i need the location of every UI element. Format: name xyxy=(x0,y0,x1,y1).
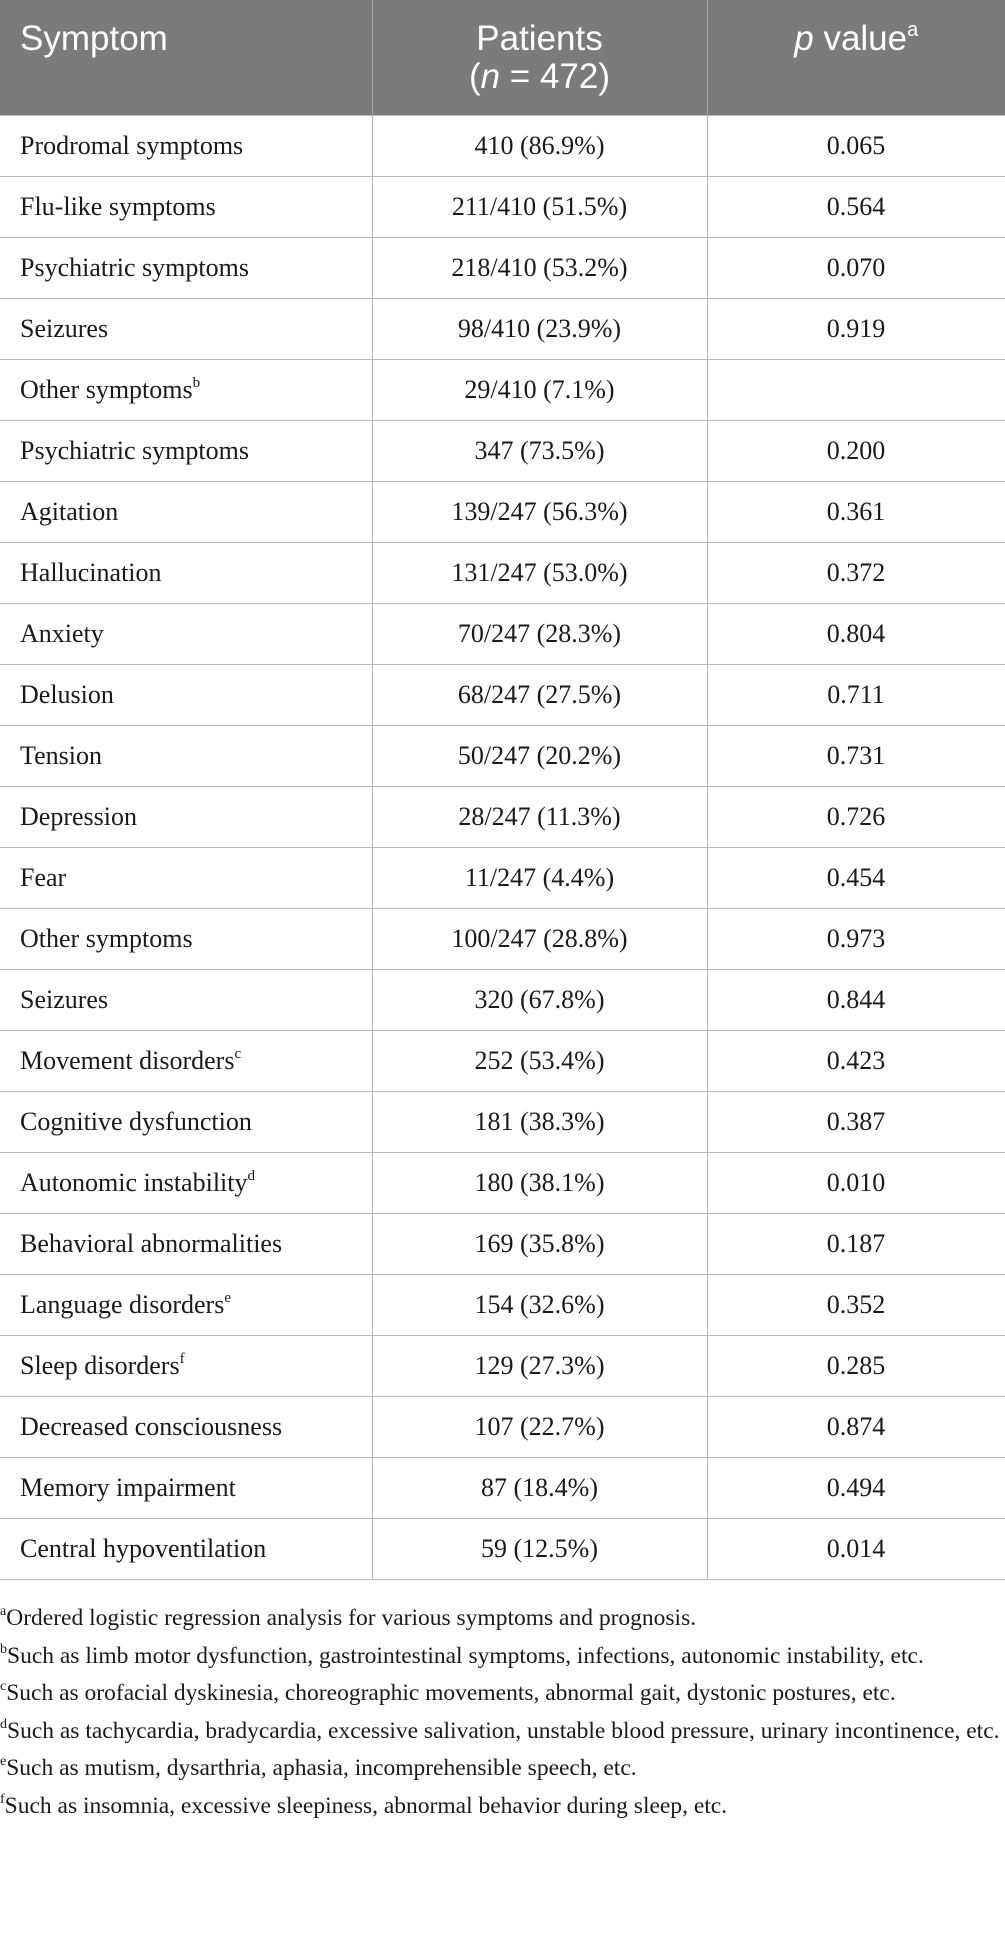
table-row xyxy=(0,238,1005,299)
symptom-label: Fear xyxy=(20,863,67,892)
table-header xyxy=(0,0,1005,116)
symptom-cell xyxy=(0,787,372,848)
header-patients xyxy=(372,0,707,116)
symptom-label: Delusion xyxy=(20,680,114,709)
patients-cell: 252 (53.4%) xyxy=(372,1031,707,1092)
p-value-cell: 0.387 xyxy=(707,1092,1005,1153)
symptom-cell xyxy=(0,970,372,1031)
symptom-cell xyxy=(0,1092,372,1153)
p-value-cell xyxy=(707,360,1005,421)
symptom-label: Other symptoms xyxy=(20,924,193,953)
table-row xyxy=(0,421,1005,482)
symptom-cell xyxy=(0,238,372,299)
table-row xyxy=(0,1519,1005,1580)
symptom-cell xyxy=(0,543,372,604)
patients-cell: 211/410 (51.5%) xyxy=(372,177,707,238)
footnote xyxy=(0,1638,1000,1676)
footnote-text: Ordered logistic regression analysis for various symptoms and prognosis. xyxy=(6,1605,697,1631)
symptom-cell xyxy=(0,1275,372,1336)
symptom-label: Agitation xyxy=(20,497,119,526)
symptom-cell xyxy=(0,604,372,665)
symptom-label: Seizures xyxy=(20,314,109,343)
symptom-label: Anxiety xyxy=(20,619,104,648)
footnote-mark: e xyxy=(224,1290,231,1306)
patients-cell: 180 (38.1%) xyxy=(372,1153,707,1214)
table-row xyxy=(0,543,1005,604)
table-row xyxy=(0,482,1005,543)
patients-cell: 68/247 (27.5%) xyxy=(372,665,707,726)
p-value-cell: 0.361 xyxy=(707,482,1005,543)
symptom-label: Prodromal symptoms xyxy=(20,131,244,160)
symptom-cell xyxy=(0,177,372,238)
footnote-mark: e xyxy=(0,1754,7,1769)
symptom-label: Tension xyxy=(20,741,102,770)
symptom-label: Decreased consciousness xyxy=(20,1412,283,1441)
footnote-text: Such as mutism, dysarthria, aphasia, incomprehensible speech, etc. xyxy=(6,1755,637,1781)
symptom-cell xyxy=(0,1031,372,1092)
symptom-label: Memory impairment xyxy=(20,1473,236,1502)
symptom-cell xyxy=(0,848,372,909)
symptom-cell xyxy=(0,1458,372,1519)
patients-cell: 154 (32.6%) xyxy=(372,1275,707,1336)
p-value-cell: 0.372 xyxy=(707,543,1005,604)
symptom-cell xyxy=(0,482,372,543)
symptom-label: Language disorders xyxy=(20,1290,225,1319)
symptom-cell xyxy=(0,726,372,787)
symptom-cell xyxy=(0,1214,372,1275)
p-value-cell: 0.973 xyxy=(707,909,1005,970)
p-value-cell: 0.010 xyxy=(707,1153,1005,1214)
p-value-cell: 0.919 xyxy=(707,299,1005,360)
header-patients-n: n xyxy=(480,56,501,96)
p-value-cell: 0.874 xyxy=(707,1397,1005,1458)
footnote-mark: f xyxy=(179,1351,185,1367)
symptom-label: Depression xyxy=(20,802,137,831)
symptom-label: Seizures xyxy=(20,985,109,1014)
footnote xyxy=(0,1675,1000,1713)
p-value-cell: 0.844 xyxy=(707,970,1005,1031)
symptom-cell xyxy=(0,421,372,482)
patients-cell: 139/247 (56.3%) xyxy=(372,482,707,543)
patients-cell: 169 (35.8%) xyxy=(372,1214,707,1275)
p-value-cell: 0.200 xyxy=(707,421,1005,482)
symptom-label: Movement disorders xyxy=(20,1046,235,1075)
patients-cell: 410 (86.9%) xyxy=(372,116,707,177)
table-row xyxy=(0,1092,1005,1153)
patients-cell: 11/247 (4.4%) xyxy=(372,848,707,909)
table-row xyxy=(0,1214,1005,1275)
p-value-cell: 0.454 xyxy=(707,848,1005,909)
p-value-cell: 0.731 xyxy=(707,726,1005,787)
symptom-cell xyxy=(0,909,372,970)
patients-cell: 131/247 (53.0%) xyxy=(372,543,707,604)
symptom-label: Behavioral abnormalities xyxy=(20,1229,283,1258)
symptom-cell xyxy=(0,1397,372,1458)
footnote-mark: a xyxy=(0,1604,7,1619)
p-value-cell: 0.494 xyxy=(707,1458,1005,1519)
patients-cell: 320 (67.8%) xyxy=(372,970,707,1031)
footnote-text: Such as insomnia, excessive sleepiness, abnormal behavior during sleep, etc. xyxy=(4,1792,728,1819)
symptom-label: Psychiatric symptoms xyxy=(20,253,249,282)
header-p-sup: a xyxy=(907,19,919,41)
patients-cell: 347 (73.5%) xyxy=(372,421,707,482)
symptom-cell xyxy=(0,360,372,421)
symptom-label: Cognitive dysfunction xyxy=(20,1107,252,1136)
table-row xyxy=(0,787,1005,848)
p-value-cell: 0.352 xyxy=(707,1275,1005,1336)
table-row xyxy=(0,909,1005,970)
table-row xyxy=(0,1031,1005,1092)
footnote xyxy=(0,1600,1000,1638)
patients-cell: 181 (38.3%) xyxy=(372,1092,707,1153)
header-row xyxy=(0,0,1005,116)
table-body xyxy=(0,116,1005,1580)
symptom-label: Hallucination xyxy=(20,558,162,587)
table-row xyxy=(0,1397,1005,1458)
patients-cell: 129 (27.3%) xyxy=(372,1336,707,1397)
symptom-cell xyxy=(0,665,372,726)
patients-cell: 218/410 (53.2%) xyxy=(372,238,707,299)
header-p-letter: p xyxy=(794,19,814,58)
footnote xyxy=(0,1713,1000,1751)
patients-cell: 70/247 (28.3%) xyxy=(372,604,707,665)
symptom-label: Autonomic instability xyxy=(20,1168,248,1197)
p-value-cell: 0.423 xyxy=(707,1031,1005,1092)
symptom-label: Flu-like symptoms xyxy=(20,192,216,221)
patients-cell: 87 (18.4%) xyxy=(372,1458,707,1519)
footnote-mark: f xyxy=(0,1791,5,1807)
table-row xyxy=(0,299,1005,360)
footnote xyxy=(0,1788,1000,1826)
table-row xyxy=(0,1275,1005,1336)
symptom-label: Psychiatric symptoms xyxy=(20,436,249,465)
header-p-value xyxy=(707,0,1005,116)
table-row xyxy=(0,970,1005,1031)
header-patients-line1: Patients xyxy=(476,18,603,58)
footnote-mark: d xyxy=(0,1716,7,1732)
p-value-cell: 0.187 xyxy=(707,1214,1005,1275)
p-value-cell: 0.014 xyxy=(707,1519,1005,1580)
patients-cell: 50/247 (20.2%) xyxy=(372,726,707,787)
table-row xyxy=(0,116,1005,177)
symptom-label: Central hypoventilation xyxy=(20,1534,267,1563)
footnote-mark: d xyxy=(247,1168,255,1184)
table-row xyxy=(0,177,1005,238)
p-value-cell: 0.711 xyxy=(707,665,1005,726)
symptom-cell xyxy=(0,116,372,177)
patients-cell: 98/410 (23.9%) xyxy=(372,299,707,360)
symptom-label: Other symptoms xyxy=(20,375,193,404)
p-value-cell: 0.065 xyxy=(707,116,1005,177)
patients-cell: 28/247 (11.3%) xyxy=(372,787,707,848)
table-row xyxy=(0,360,1005,421)
header-patients-line2 xyxy=(373,58,707,96)
footnote xyxy=(0,1750,1000,1788)
table-row xyxy=(0,726,1005,787)
patients-cell: 100/247 (28.8%) xyxy=(372,909,707,970)
p-value-cell: 0.726 xyxy=(707,787,1005,848)
footnote-mark: c xyxy=(234,1046,242,1062)
footnote-mark: b xyxy=(0,1641,7,1657)
header-symptom: Symptom xyxy=(0,0,372,116)
patients-cell: 29/410 (7.1%) xyxy=(372,360,707,421)
footnote-text: Such as orofacial dyskinesia, choreographic movements, abnormal gait, dystonic postures, etc. xyxy=(6,1680,896,1706)
table-row xyxy=(0,1458,1005,1519)
symptom-cell xyxy=(0,299,372,360)
patients-cell: 59 (12.5%) xyxy=(372,1519,707,1580)
footnote-mark: b xyxy=(192,375,201,391)
table-row xyxy=(0,848,1005,909)
table-row xyxy=(0,604,1005,665)
table-row xyxy=(0,665,1005,726)
footnote-text: Such as limb motor dysfunction, gastrointestinal symptoms, infections, autonomic instability, etc. xyxy=(7,1642,924,1669)
table-row xyxy=(0,1153,1005,1214)
header-p-rest: value xyxy=(813,19,908,58)
footnote-text: Such as tachycardia, bradycardia, excessive salivation, unstable blood pressure, urinary incontinence, etc. xyxy=(7,1717,1000,1744)
footnote-mark: c xyxy=(0,1679,7,1694)
symptom-cell xyxy=(0,1336,372,1397)
symptom-label: Sleep disorders xyxy=(20,1351,180,1380)
symptom-cell xyxy=(0,1153,372,1214)
header-patients-open: ( xyxy=(468,56,481,96)
footnotes xyxy=(0,1600,1000,1825)
symptom-cell xyxy=(0,1519,372,1580)
table-row xyxy=(0,1336,1005,1397)
p-value-cell: 0.804 xyxy=(707,604,1005,665)
p-value-cell: 0.070 xyxy=(707,238,1005,299)
patients-cell: 107 (22.7%) xyxy=(372,1397,707,1458)
header-patients-rest: = 472) xyxy=(500,56,611,96)
p-value-cell: 0.564 xyxy=(707,177,1005,238)
p-value-cell: 0.285 xyxy=(707,1336,1005,1397)
